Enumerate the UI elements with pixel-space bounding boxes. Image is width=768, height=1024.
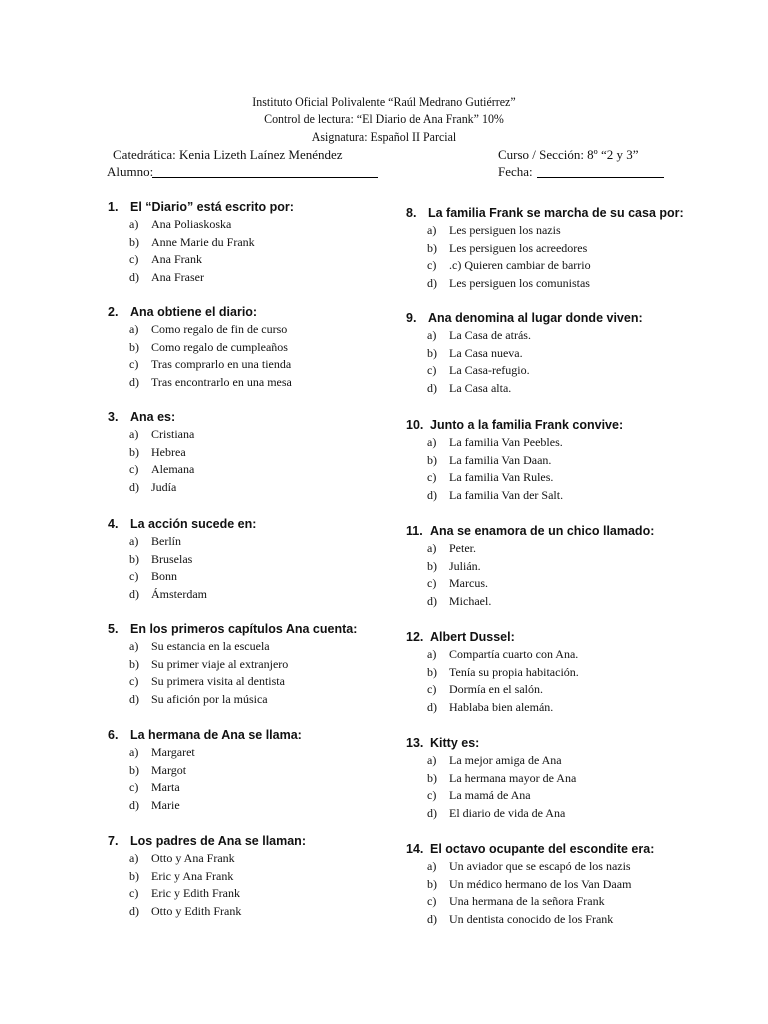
option-text: Michael. bbox=[449, 593, 492, 608]
option-text: Un dentista conocido de los Frank bbox=[449, 911, 614, 926]
option-b[interactable] bbox=[406, 664, 746, 682]
option-a[interactable] bbox=[108, 638, 448, 656]
question-text: Los padres de Ana se llaman: bbox=[130, 834, 306, 848]
option-letter: b) bbox=[427, 664, 437, 679]
option-text: La familia Van Daan. bbox=[449, 452, 552, 467]
option-text: La hermana mayor de Ana bbox=[449, 770, 577, 785]
option-letter: a) bbox=[129, 534, 139, 548]
question-text: Kitty es: bbox=[430, 736, 480, 750]
question-number: 10. bbox=[406, 418, 424, 432]
question-4 bbox=[108, 516, 448, 603]
option-text: Marta bbox=[151, 780, 180, 795]
option-letter: d) bbox=[129, 691, 139, 706]
option-text: La Casa de atrás. bbox=[449, 328, 531, 342]
option-b[interactable] bbox=[108, 339, 448, 357]
question-7 bbox=[108, 833, 448, 920]
option-text: Bonn bbox=[151, 569, 178, 584]
option-text: Anne Marie du Frank bbox=[151, 234, 255, 249]
option-text: La Casa alta. bbox=[449, 380, 512, 395]
option-letter: c) bbox=[129, 674, 139, 689]
option-a[interactable] bbox=[406, 434, 746, 452]
question-number: 12. bbox=[406, 630, 424, 644]
option-c[interactable] bbox=[108, 779, 448, 797]
option-text: Otto y Ana Frank bbox=[151, 851, 235, 865]
option-text: La familia Van Peebles. bbox=[449, 435, 563, 449]
option-text: Ana Poliaskoska bbox=[151, 217, 232, 231]
option-letter: d) bbox=[427, 593, 437, 608]
option-list bbox=[406, 646, 746, 716]
option-c[interactable] bbox=[406, 893, 746, 911]
option-text: Tenía su propia habitación. bbox=[449, 664, 579, 679]
option-letter: b) bbox=[129, 551, 139, 566]
option-letter: b) bbox=[427, 452, 437, 467]
option-text: Tras comprarlo en una tienda bbox=[151, 357, 292, 372]
question-12 bbox=[406, 629, 746, 716]
option-letter: a) bbox=[427, 753, 437, 767]
option-letter: a) bbox=[427, 328, 437, 342]
option-list bbox=[406, 434, 746, 504]
quiz-title: Control de lectura: “El Diario de Ana Frank” 10% bbox=[264, 111, 504, 126]
option-letter: a) bbox=[129, 851, 139, 865]
date-field[interactable] bbox=[537, 177, 664, 178]
option-b[interactable] bbox=[406, 240, 746, 258]
option-text: .c) Quieren cambiar de barrio bbox=[449, 258, 591, 273]
option-c[interactable] bbox=[108, 461, 448, 479]
option-text: Eric y Edith Frank bbox=[151, 886, 240, 901]
option-text: Como regalo de fin de curso bbox=[151, 322, 288, 336]
question-text: La hermana de Ana se llama: bbox=[130, 728, 302, 742]
question-8 bbox=[406, 205, 746, 292]
option-c[interactable] bbox=[108, 251, 448, 269]
option-letter: d) bbox=[427, 487, 437, 502]
option-b[interactable] bbox=[406, 770, 746, 788]
option-text: Su afición por la música bbox=[151, 691, 268, 706]
option-text: Un médico hermano de los Van Daam bbox=[449, 876, 632, 891]
option-letter: d) bbox=[129, 269, 139, 284]
option-d[interactable] bbox=[406, 593, 746, 611]
option-b[interactable] bbox=[108, 551, 448, 569]
question-number: 13. bbox=[406, 736, 424, 750]
question-text: Junto a la familia Frank convive: bbox=[430, 418, 624, 432]
question-text: Albert Dussel: bbox=[430, 630, 515, 644]
option-text: La familia Van Rules. bbox=[449, 470, 554, 485]
option-a[interactable] bbox=[406, 540, 746, 558]
option-letter: a) bbox=[129, 217, 139, 231]
question-text: Ana denomina al lugar donde viven: bbox=[428, 311, 643, 325]
option-letter: a) bbox=[427, 859, 437, 873]
option-list bbox=[406, 222, 746, 292]
option-list bbox=[108, 321, 448, 391]
option-letter: a) bbox=[427, 435, 437, 449]
teacher-line: Catedrática: Kenia Lizeth Laínez Menéndez bbox=[113, 147, 343, 162]
option-text: Marie bbox=[151, 797, 180, 812]
question-13 bbox=[406, 735, 746, 822]
questions-left-column bbox=[108, 199, 448, 939]
question-2 bbox=[108, 304, 448, 391]
option-text: Eric y Ana Frank bbox=[151, 868, 234, 883]
option-d[interactable] bbox=[108, 903, 448, 921]
question-prompt bbox=[406, 310, 746, 326]
option-letter: c) bbox=[129, 569, 139, 584]
option-text: Una hermana de la señora Frank bbox=[449, 894, 605, 909]
option-letter: d) bbox=[427, 275, 437, 290]
question-text: En los primeros capítulos Ana cuenta: bbox=[130, 622, 358, 636]
option-a[interactable] bbox=[406, 752, 746, 770]
option-letter: c) bbox=[129, 886, 139, 901]
question-6 bbox=[108, 727, 448, 814]
option-text: Margot bbox=[151, 762, 187, 777]
option-letter: a) bbox=[129, 427, 139, 441]
question-text: La acción sucede en: bbox=[130, 517, 257, 531]
question-prompt bbox=[108, 833, 448, 849]
question-prompt bbox=[406, 735, 746, 751]
option-text: Su primer viaje al extranjero bbox=[151, 656, 289, 671]
option-c[interactable] bbox=[406, 575, 746, 593]
option-text: Alemana bbox=[151, 462, 195, 477]
option-letter: a) bbox=[427, 223, 437, 237]
option-text: Un aviador que se escapó de los nazis bbox=[449, 859, 631, 873]
student-label: Alumno: bbox=[107, 164, 154, 179]
option-a[interactable] bbox=[406, 327, 746, 345]
option-a[interactable] bbox=[406, 858, 746, 876]
option-text: La mejor amiga de Ana bbox=[449, 753, 562, 767]
option-text: Bruselas bbox=[151, 551, 193, 566]
option-text: La Casa nueva. bbox=[449, 345, 523, 360]
option-letter: b) bbox=[427, 558, 437, 573]
option-letter: d) bbox=[129, 586, 139, 601]
option-c[interactable] bbox=[108, 673, 448, 691]
option-d[interactable] bbox=[406, 699, 746, 717]
institution-title: Instituto Oficial Polivalente “Raúl Medrano Gutiérrez” bbox=[252, 94, 516, 109]
option-letter: d) bbox=[427, 911, 437, 926]
option-b[interactable] bbox=[406, 345, 746, 363]
option-text: Su primera visita al dentista bbox=[151, 674, 285, 689]
question-number: 5. bbox=[108, 622, 119, 636]
option-b[interactable] bbox=[108, 444, 448, 462]
question-3 bbox=[108, 409, 448, 496]
question-number: 8. bbox=[406, 206, 417, 220]
option-letter: b) bbox=[427, 240, 437, 255]
option-d[interactable] bbox=[406, 487, 746, 505]
option-b[interactable] bbox=[406, 558, 746, 576]
option-letter: d) bbox=[427, 380, 437, 395]
option-letter: c) bbox=[427, 363, 437, 378]
question-number: 4. bbox=[108, 517, 119, 531]
option-c[interactable] bbox=[406, 257, 746, 275]
option-list bbox=[406, 540, 746, 610]
option-list bbox=[406, 858, 746, 928]
question-1 bbox=[108, 199, 448, 286]
option-b[interactable] bbox=[108, 234, 448, 252]
question-9 bbox=[406, 310, 746, 397]
question-number: 3. bbox=[108, 410, 119, 424]
option-letter: b) bbox=[129, 339, 139, 354]
questions-right-column bbox=[406, 205, 746, 945]
option-letter: c) bbox=[427, 470, 437, 485]
option-a[interactable] bbox=[406, 222, 746, 240]
option-list bbox=[108, 850, 448, 920]
option-letter: c) bbox=[427, 894, 437, 909]
option-text: Tras encontrarlo en una mesa bbox=[151, 374, 292, 389]
option-text: Ámsterdam bbox=[151, 586, 207, 601]
option-text: Les persiguen los acreedores bbox=[449, 240, 588, 255]
option-c[interactable] bbox=[108, 885, 448, 903]
option-text: La familia Van der Salt. bbox=[449, 487, 564, 502]
option-letter: b) bbox=[129, 444, 139, 459]
option-c[interactable] bbox=[406, 469, 746, 487]
option-letter: c) bbox=[129, 462, 139, 477]
option-letter: d) bbox=[129, 903, 139, 918]
option-d[interactable] bbox=[108, 797, 448, 815]
option-letter: d) bbox=[129, 479, 139, 494]
option-letter: c) bbox=[427, 682, 437, 697]
option-d[interactable] bbox=[108, 691, 448, 709]
question-prompt bbox=[108, 516, 448, 532]
option-letter: c) bbox=[427, 788, 437, 803]
option-text: Compartía cuarto con Ana. bbox=[449, 647, 579, 661]
option-list bbox=[406, 752, 746, 822]
question-text: El “Diario” está escrito por: bbox=[130, 200, 294, 214]
option-letter: a) bbox=[129, 639, 139, 653]
option-a[interactable] bbox=[108, 321, 448, 339]
option-list bbox=[108, 426, 448, 496]
option-list bbox=[108, 638, 448, 708]
course-line: Curso / Sección: 8º “2 y 3” bbox=[498, 147, 639, 162]
option-list bbox=[108, 533, 448, 603]
option-text: La mamá de Ana bbox=[449, 788, 531, 803]
option-a[interactable] bbox=[108, 533, 448, 551]
student-name-field[interactable] bbox=[152, 177, 378, 178]
option-letter: a) bbox=[129, 745, 139, 759]
option-d[interactable] bbox=[406, 911, 746, 929]
option-text: Otto y Edith Frank bbox=[151, 903, 242, 918]
option-text: Su estancia en la escuela bbox=[151, 639, 270, 653]
option-a[interactable] bbox=[108, 426, 448, 444]
option-a[interactable] bbox=[108, 216, 448, 234]
question-prompt bbox=[406, 205, 746, 221]
question-prompt bbox=[406, 523, 746, 539]
option-a[interactable] bbox=[108, 744, 448, 762]
question-number: 6. bbox=[108, 728, 119, 742]
option-list bbox=[108, 216, 448, 286]
option-c[interactable] bbox=[406, 681, 746, 699]
question-text: La familia Frank se marcha de su casa por: bbox=[428, 206, 684, 220]
question-prompt bbox=[108, 727, 448, 743]
option-text: Ana Fraser bbox=[151, 269, 204, 284]
option-b[interactable] bbox=[108, 762, 448, 780]
option-letter: a) bbox=[427, 541, 437, 555]
option-text: Hebrea bbox=[151, 444, 186, 459]
question-number: 2. bbox=[108, 305, 119, 319]
question-10 bbox=[406, 417, 746, 504]
option-text: Judía bbox=[151, 479, 177, 494]
option-letter: c) bbox=[129, 357, 139, 372]
option-b[interactable] bbox=[406, 452, 746, 470]
option-letter: d) bbox=[427, 805, 437, 820]
option-c[interactable] bbox=[406, 787, 746, 805]
option-letter: c) bbox=[129, 780, 139, 795]
option-list bbox=[406, 327, 746, 397]
option-letter: d) bbox=[129, 374, 139, 389]
question-prompt bbox=[406, 841, 746, 857]
option-text: Berlín bbox=[151, 534, 181, 548]
option-letter: b) bbox=[427, 345, 437, 360]
question-number: 9. bbox=[406, 311, 417, 325]
option-text: Julián. bbox=[449, 558, 481, 573]
option-text: Les persiguen los nazis bbox=[449, 223, 561, 237]
option-d[interactable] bbox=[108, 479, 448, 497]
option-text: La Casa-refugio. bbox=[449, 363, 530, 378]
option-c[interactable] bbox=[406, 362, 746, 380]
option-b[interactable] bbox=[406, 876, 746, 894]
question-number: 1. bbox=[108, 200, 119, 214]
option-text: Ana Frank bbox=[151, 252, 202, 267]
question-11 bbox=[406, 523, 746, 610]
question-prompt bbox=[108, 409, 448, 425]
question-text: El octavo ocupante del escondite era: bbox=[430, 842, 655, 856]
option-a[interactable] bbox=[108, 850, 448, 868]
option-letter: c) bbox=[129, 252, 139, 267]
option-c[interactable] bbox=[108, 356, 448, 374]
question-number: 11. bbox=[406, 524, 423, 538]
option-letter: b) bbox=[129, 234, 139, 249]
question-text: Ana se enamora de un chico llamado: bbox=[430, 524, 655, 538]
option-b[interactable] bbox=[108, 656, 448, 674]
option-text: Dormía en el salón. bbox=[449, 682, 543, 697]
option-letter: a) bbox=[427, 647, 437, 661]
option-letter: c) bbox=[427, 258, 437, 273]
option-d[interactable] bbox=[406, 805, 746, 823]
question-prompt bbox=[108, 304, 448, 320]
option-d[interactable] bbox=[406, 380, 746, 398]
option-a[interactable] bbox=[406, 646, 746, 664]
question-text: Ana es: bbox=[130, 410, 176, 424]
option-d[interactable] bbox=[108, 374, 448, 392]
question-prompt bbox=[108, 199, 448, 215]
option-text: Les persiguen los comunistas bbox=[449, 275, 590, 290]
subject-line: Asignatura: Español II Parcial bbox=[311, 129, 457, 144]
option-letter: d) bbox=[427, 699, 437, 714]
option-letter: c) bbox=[427, 576, 437, 591]
question-14 bbox=[406, 841, 746, 928]
option-letter: a) bbox=[129, 322, 139, 336]
question-number: 14. bbox=[406, 842, 424, 856]
option-text: Marcus. bbox=[449, 576, 488, 591]
option-d[interactable] bbox=[108, 586, 448, 604]
question-number: 7. bbox=[108, 834, 119, 848]
option-text: Hablaba bien alemán. bbox=[449, 699, 554, 714]
option-letter: b) bbox=[129, 762, 139, 777]
option-list bbox=[108, 744, 448, 814]
option-letter: b) bbox=[427, 876, 437, 891]
option-text: Peter. bbox=[449, 541, 476, 555]
question-5 bbox=[108, 621, 448, 708]
option-d[interactable] bbox=[108, 269, 448, 287]
option-letter: b) bbox=[427, 770, 437, 785]
option-letter: b) bbox=[129, 868, 139, 883]
option-d[interactable] bbox=[406, 275, 746, 293]
option-text: Cristiana bbox=[151, 427, 195, 441]
option-letter: b) bbox=[129, 656, 139, 671]
question-prompt bbox=[406, 629, 746, 645]
option-c[interactable] bbox=[108, 568, 448, 586]
option-b[interactable] bbox=[108, 868, 448, 886]
date-label: Fecha: bbox=[498, 164, 533, 179]
question-prompt bbox=[108, 621, 448, 637]
option-text: El diario de vida de Ana bbox=[449, 805, 566, 820]
question-prompt bbox=[406, 417, 746, 433]
question-text: Ana obtiene el diario: bbox=[130, 305, 258, 319]
option-text: Como regalo de cumpleaños bbox=[151, 339, 288, 354]
option-text: Margaret bbox=[151, 745, 195, 759]
option-letter: d) bbox=[129, 797, 139, 812]
